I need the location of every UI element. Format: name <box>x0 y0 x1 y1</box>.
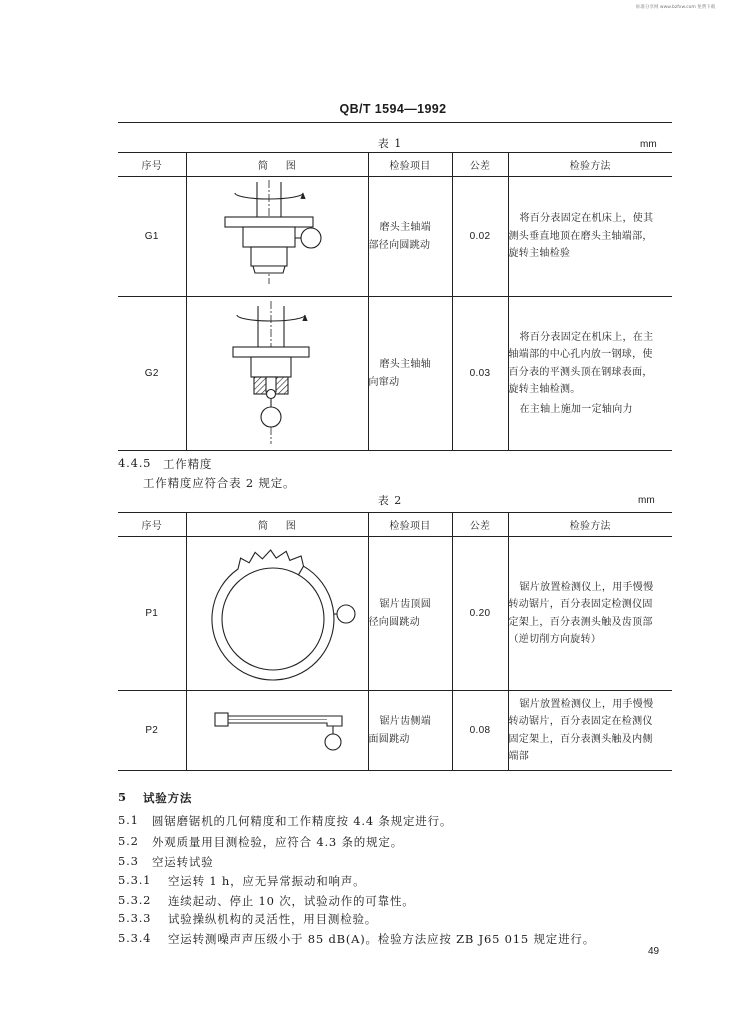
header-rule <box>118 122 672 123</box>
dial-gauge-icon <box>261 407 281 427</box>
item-line: 锯片齿侧端 <box>379 716 431 727</box>
clause-number: 5.3.3 <box>118 911 152 925</box>
tolerance: 0.02 <box>452 177 508 297</box>
p2-diagram <box>187 692 367 770</box>
p1-diagram <box>187 538 367 690</box>
diagram-cell <box>186 297 368 451</box>
blade-cut-line <box>298 566 303 575</box>
row-id: G2 <box>118 297 186 451</box>
table-row <box>118 537 672 691</box>
table-1-caption: 表 1 <box>377 137 403 150</box>
diagram-cell <box>186 177 368 297</box>
col-header-diagram: 简 图 <box>186 513 368 537</box>
tolerance: 0.08 <box>452 691 508 771</box>
dial-gauge-icon <box>337 605 355 623</box>
col-header-diagram: 简 图 <box>186 153 368 177</box>
row-id: P1 <box>118 537 186 691</box>
clause-number: 5.2 <box>118 834 139 848</box>
table-row <box>118 691 672 771</box>
clause-title: 工作精度 <box>163 457 213 471</box>
spindle-housing <box>251 357 291 377</box>
clause-text: 试验操纵机构的灵活性，用目测检验。 <box>168 912 378 926</box>
g1-diagram <box>187 178 367 296</box>
method-line: （逆切削方向旋转） <box>508 634 602 645</box>
col-header-item: 检验项目 <box>368 513 452 537</box>
item-line: 向窜动 <box>368 376 400 388</box>
col-header-tolerance: 公差 <box>452 513 508 537</box>
table-row <box>118 297 672 451</box>
clause-text: 空运转测噪声声压级小于 85 dB(A)。检验方法应按 ZB J65 015 规定进行。 <box>168 932 595 946</box>
clause-text: 连续起动、停止 10 次，试验动作的可靠性。 <box>168 894 415 908</box>
col-header-no: 序号 <box>118 513 186 537</box>
method-line: 将百分表固定在机床上，使其 <box>519 213 654 225</box>
method-line: 锯片放置检测仪上，用手慢慢 <box>519 698 654 710</box>
tolerance: 0.03 <box>452 297 508 451</box>
method-line: 旋转主轴检验 <box>508 248 571 260</box>
method-line: 端部 <box>508 751 530 762</box>
page-number: 49 <box>648 946 660 957</box>
clause-number: 5.3.4 <box>118 931 152 945</box>
table-2-unit: mm <box>638 495 655 506</box>
flange <box>225 217 313 227</box>
spindle-end <box>251 247 287 266</box>
clause-text: 外观质量用目测检验，应符合 4.3 条的规定。 <box>152 835 403 849</box>
inspection-method <box>508 537 672 691</box>
method-line: 百分表的平测头顶在钢球表面， <box>508 366 653 378</box>
table-2-caption: 表 2 <box>377 494 403 507</box>
saw-blade-bore <box>222 568 324 670</box>
col-header-method: 检验方法 <box>508 153 672 177</box>
diagram-cell <box>186 537 368 691</box>
inspection-item <box>368 691 452 771</box>
method-line: 固定架上，百分表测头触及内侧 <box>508 733 653 745</box>
inspection-method <box>508 297 672 451</box>
saw-blade-outline <box>211 550 333 680</box>
clause-number: 5.3.1 <box>118 873 152 887</box>
table-2 <box>118 512 672 771</box>
method-line: 定架上，百分表测头触及齿顶部 <box>508 616 653 628</box>
col-header-method: 检验方法 <box>508 513 672 537</box>
table-1 <box>118 152 672 451</box>
method-line: 在主轴上施加一定轴向力 <box>519 403 633 415</box>
item-line: 磨头主轴端 <box>379 222 431 233</box>
saw-blade-side-view <box>228 716 342 726</box>
inspection-method <box>508 177 672 297</box>
method-line: 将百分表固定在机床上，在主 <box>519 331 654 343</box>
method-line: 旋转主轴检测。 <box>508 384 581 396</box>
clause-number: 5.1 <box>118 813 139 827</box>
inspection-item <box>368 297 452 451</box>
blade-hub <box>215 713 228 726</box>
method-line: 转动锯片，百分表固定检测仪固 <box>508 599 653 610</box>
spindle-nose <box>253 266 285 273</box>
method-line: 转动锯片，百分表固定在检测仪 <box>508 716 653 727</box>
spindle-housing <box>243 227 295 247</box>
section-title: 试验方法 <box>143 791 193 805</box>
running-header: QB/T 1594—1992 <box>339 102 447 116</box>
inspection-method <box>508 691 672 771</box>
clause-number: 4.4.5 <box>118 456 152 470</box>
clause-text: 空运转试验 <box>152 855 214 869</box>
table-row <box>118 177 672 297</box>
clause-text: 空运转 1 h，应无异常振动和响声。 <box>168 874 366 888</box>
g2-diagram <box>187 298 367 450</box>
col-header-no: 序号 <box>118 153 186 177</box>
dial-gauge-icon <box>325 734 341 750</box>
watermark: 标准分享网 www.bzfxw.com 免费下载 <box>636 5 716 10</box>
inspection-item <box>368 177 452 297</box>
clause-number: 5.3 <box>118 854 139 868</box>
row-id: P2 <box>118 691 186 771</box>
method-line: 测头垂直地顶在磨头主轴端部， <box>508 230 653 242</box>
table-header-row <box>118 153 672 177</box>
clause-text: 圆锯磨锯机的几何精度和工作精度按 4.4 条规定进行。 <box>152 814 453 828</box>
tolerance: 0.20 <box>452 537 508 691</box>
diagram-cell <box>186 691 368 771</box>
clause-text: 工作精度应符合表 2 规定。 <box>143 476 296 490</box>
item-line: 面圆跳动 <box>368 733 410 745</box>
inspection-item <box>368 537 452 691</box>
item-line: 磨头主轴轴 <box>379 359 431 370</box>
method-line: 轴端部的中心孔内放一钢球，使 <box>508 349 653 361</box>
method-line: 锯片放置检测仪上，用手慢慢 <box>519 581 654 593</box>
table-1-unit: mm <box>640 139 657 150</box>
col-header-tolerance: 公差 <box>452 153 508 177</box>
dial-gauge-icon <box>301 228 321 248</box>
row-id: G1 <box>118 177 186 297</box>
item-line: 锯片齿顶圆 <box>379 599 431 610</box>
table-header-row <box>118 513 672 537</box>
steel-ball <box>266 389 275 398</box>
item-line: 径向圆跳动 <box>368 616 420 628</box>
clause-number: 5.3.2 <box>118 893 152 907</box>
flange <box>233 347 309 357</box>
item-line: 部径向圆跳动 <box>368 239 431 251</box>
col-header-item: 检验项目 <box>368 153 452 177</box>
section-number: 5 <box>118 790 127 804</box>
